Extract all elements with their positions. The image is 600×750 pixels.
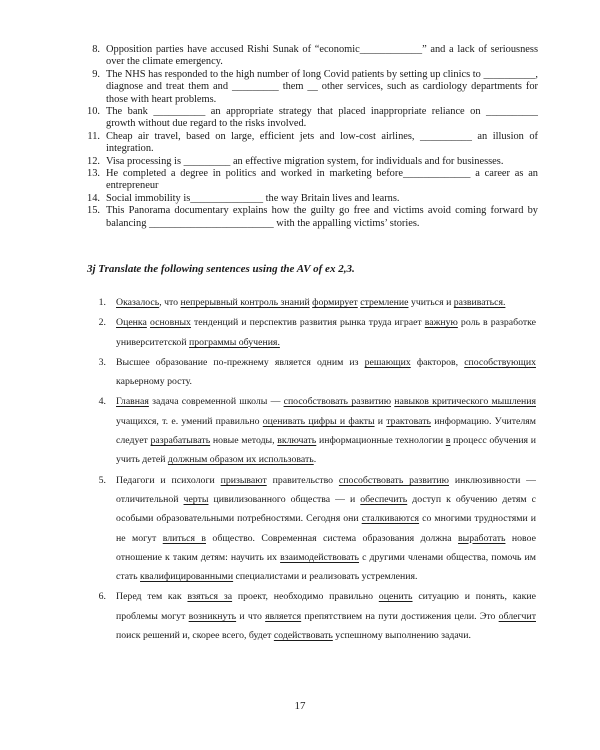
underlined-phrase: выработать	[458, 532, 506, 544]
item-text	[116, 353, 536, 392]
item-number: 11.	[87, 130, 100, 142]
underlined-phrase: влиться в	[162, 532, 207, 544]
text-fragment: процесс обучения и учить детей	[116, 435, 536, 466]
underlined-phrase: трактовать	[386, 415, 431, 427]
underlined-phrase: Оценка	[116, 317, 147, 329]
text-fragment: учащихся, т. е. умений правильно	[116, 415, 263, 427]
list-item	[0, 392, 540, 469]
underlined-phrase: развиваться.	[453, 297, 506, 308]
text-fragment: роль в разработке университетской	[116, 317, 536, 348]
list-item	[0, 471, 540, 587]
underlined-phrase: включать	[277, 435, 317, 447]
russian-translation-list	[0, 293, 540, 646]
underlined-phrase: сталкиваются	[361, 513, 420, 525]
underlined-phrase: основных	[149, 317, 191, 329]
underlined-phrase: решающих	[364, 356, 411, 368]
underlined-phrase: возникнуть	[188, 610, 237, 622]
item-number: 5.	[98, 474, 106, 486]
item-number: 10.	[87, 106, 100, 118]
underlined-phrase: облегчит	[498, 610, 536, 622]
underlined-phrase: оценить	[378, 591, 413, 603]
underlined-phrase: разрабатывать	[150, 435, 211, 447]
text-fragment: новые методы,	[210, 435, 278, 447]
item-text	[116, 471, 536, 587]
item-text: He completed a degree in politics and worked in marketing before_____________ a career as an entrepreneur	[106, 168, 538, 192]
text-fragment: успешному выполнению задачи.	[332, 630, 471, 642]
item-number: 15.	[87, 205, 100, 217]
page-number: 17	[294, 700, 306, 712]
text-fragment: , что	[159, 297, 181, 308]
text-fragment: тенденций и перспектив развития рынка труда играет	[190, 317, 425, 329]
text-fragment: и что	[236, 610, 266, 622]
text-fragment: факторов,	[410, 356, 465, 368]
list-item	[0, 131, 540, 156]
underlined-phrase: Главная	[116, 396, 149, 408]
item-text: Opposition parties have accused Rishi Sunak of “economic____________” and a lack of seriousness over the climate emergency.	[106, 44, 538, 68]
text-fragment: ситуацию и понять, какие проблемы могут	[116, 591, 537, 622]
item-number: 2.	[98, 317, 106, 329]
item-text: The bank __________ an appropriate strategy that placed inappropriate reliance on __________ growth without due regard to the risks involved.	[106, 106, 538, 130]
item-text	[116, 587, 536, 645]
list-item	[0, 44, 540, 69]
item-number: 12.	[87, 155, 100, 167]
text-fragment: задача современной школы —	[148, 396, 284, 408]
item-text: Visa processing is _________ an effective migration system, for individuals and for businesses.	[106, 155, 504, 167]
text-fragment: с другими членами общества, помочь им стать	[116, 551, 536, 583]
list-item	[0, 587, 540, 645]
text-fragment: новое отношение к таким детям: научить их	[116, 532, 536, 563]
underlined-phrase: содействовать	[273, 630, 333, 642]
underlined-phrase: важную	[424, 317, 458, 329]
underlined-phrase: обеспечить	[360, 493, 408, 505]
underlined-phrase: взяться за	[187, 591, 233, 603]
text-fragment: Перед тем как	[116, 591, 188, 603]
list-item	[0, 353, 540, 392]
underlined-phrase: непрерывный контроль знаний	[180, 297, 310, 308]
item-number: 9.	[92, 68, 100, 80]
underlined-phrase: является	[265, 610, 302, 622]
list-item	[0, 293, 540, 312]
text-fragment: инклюзивности — отличительной	[116, 474, 536, 505]
text-fragment: Высшее образование по-прежнему является одним из	[116, 356, 365, 368]
underlined-phrase: Оказалось	[116, 297, 160, 308]
underlined-phrase: должным образом их использовать	[167, 454, 314, 466]
item-number: 13.	[87, 168, 100, 180]
underlined-phrase: способствующих	[464, 356, 536, 368]
text-fragment: Педагоги и психологи	[116, 474, 221, 486]
item-number: 6.	[98, 591, 106, 603]
text-fragment: доступ к обучению детям с особыми образовательными потребностями. Сегодня они	[116, 493, 536, 525]
text-fragment: .	[313, 454, 317, 466]
underlined-phrase: навыков критического мышления	[394, 396, 536, 408]
text-fragment: проект, необходимо правильно	[232, 591, 379, 603]
text-fragment: специалистами и реализовать устремления.	[233, 571, 418, 583]
text-fragment: со многими трудностями и не могут	[116, 513, 536, 544]
underlined-phrase: квалифицированными	[140, 571, 234, 583]
underlined-phrase: стремление	[360, 297, 409, 308]
underlined-phrase: призывают	[220, 474, 267, 486]
text-fragment: информацию. Учителям следует	[116, 415, 536, 447]
item-text	[116, 293, 536, 312]
item-number: 4.	[98, 396, 106, 408]
list-item	[0, 193, 540, 205]
item-text	[116, 392, 536, 469]
section-heading: 3j Translate the following sentences using the AV of ex 2,3.	[87, 263, 355, 275]
text-fragment: учиться и	[408, 297, 454, 308]
list-item	[0, 106, 540, 131]
item-text: Social immobility is______________ the way Britain lives and learns.	[106, 192, 400, 204]
item-number: 3.	[98, 356, 106, 368]
underlined-phrase: черты	[183, 493, 209, 505]
item-number: 8.	[92, 44, 100, 55]
list-item	[0, 205, 540, 230]
english-exercise-list	[0, 44, 540, 230]
item-text	[116, 313, 536, 352]
item-number: 14.	[87, 192, 100, 204]
text-fragment: правительство	[266, 474, 339, 486]
list-item	[0, 168, 540, 193]
text-fragment: общество. Современная система образования должна	[206, 532, 459, 544]
text-fragment: поиск решений и, скорее всего, будет	[116, 630, 274, 642]
list-item	[0, 156, 540, 168]
underlined-phrase: в	[445, 435, 451, 447]
text-fragment: и	[374, 415, 387, 427]
underlined-phrase: взаимодействовать	[280, 551, 360, 563]
item-text: The NHS has responded to the high number of long Covid patients by setting up clinics to __________, diagnose and treat them and _________ them __ other services, such as cardiology departments for those with heart problems.	[106, 68, 538, 105]
underlined-phrase: способствовать развитию	[338, 474, 449, 486]
list-item	[0, 313, 540, 352]
underlined-phrase: способствовать развитию	[283, 396, 392, 408]
item-text: This Panorama documentary explains how the guilty go free and victims avoid coming forward by balancing ________________________ with the appalling victims’ stories.	[106, 205, 538, 229]
item-number: 1.	[98, 297, 106, 308]
text-fragment: препятствием на пути достижения цели. Это	[301, 610, 499, 622]
underlined-phrase: оценивать цифры и факты	[262, 415, 375, 427]
underlined-phrase: формирует	[312, 297, 358, 308]
underlined-phrase: программы обучения.	[189, 336, 280, 348]
list-item	[0, 69, 540, 106]
text-fragment: информационные технологии	[316, 435, 446, 447]
item-text: Cheap air travel, based on large, efficient jets and low-cost airlines, __________ an illusion of integration.	[106, 130, 538, 155]
text-fragment: карьерному росту.	[116, 376, 192, 388]
text-fragment: цивилизованного общества — и	[208, 493, 361, 505]
